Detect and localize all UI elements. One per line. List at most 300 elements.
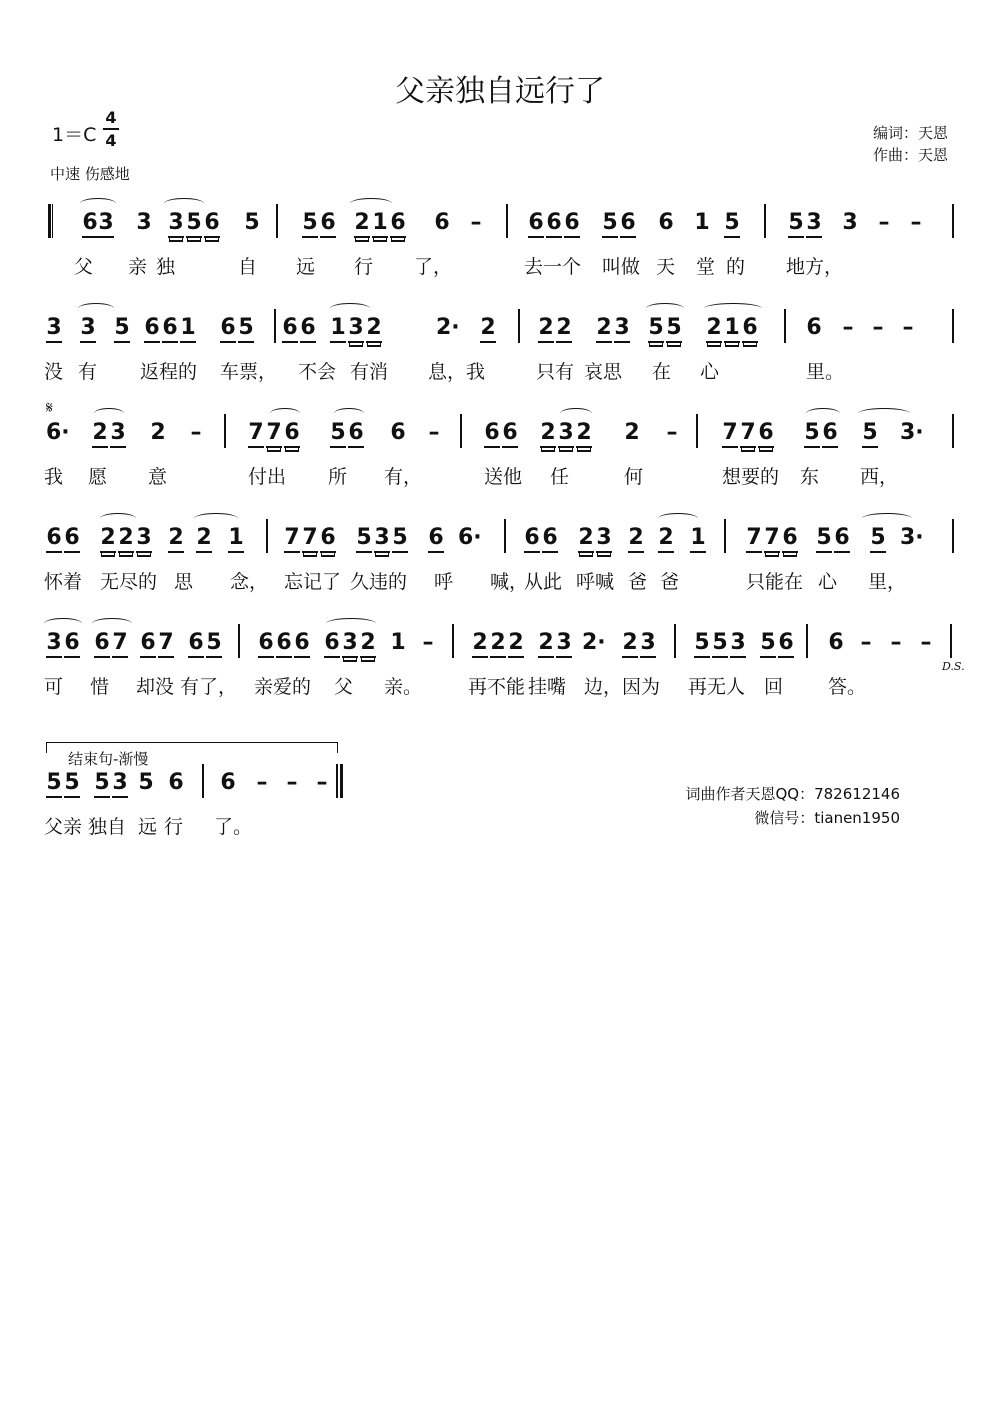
lyric-word: 我	[44, 466, 64, 488]
note-row	[44, 402, 958, 462]
note: 2	[150, 420, 166, 445]
note: 3	[596, 525, 612, 553]
note: 5	[46, 770, 62, 798]
lyric-word: 久违的	[350, 571, 408, 593]
note: 6	[220, 315, 236, 343]
note: 6·	[46, 420, 70, 445]
barline	[764, 204, 766, 238]
note: 6	[282, 315, 298, 343]
lyric-word: 远	[138, 816, 158, 838]
note: 5	[64, 770, 80, 798]
barline	[952, 204, 954, 238]
note: 6	[390, 420, 406, 445]
note: 6	[204, 210, 220, 238]
slur-mark	[44, 618, 82, 629]
note: 2	[624, 420, 640, 445]
note: –	[842, 315, 854, 340]
note: 3	[136, 525, 152, 553]
lyric-word: 没	[44, 361, 64, 383]
note: 6	[320, 210, 336, 238]
note-row	[44, 297, 958, 357]
note: –	[860, 630, 872, 655]
note: 6	[834, 525, 850, 553]
note: 6·	[458, 525, 482, 550]
note-row	[44, 507, 958, 567]
note: 6	[140, 630, 156, 658]
note: 3	[558, 420, 574, 448]
note: 3·	[900, 420, 924, 445]
note: 1	[690, 525, 706, 553]
note: 5	[244, 210, 260, 235]
lyric-word: 父	[74, 256, 94, 278]
note: 5	[870, 525, 886, 553]
lyric-row	[44, 672, 958, 702]
note: 6	[620, 210, 636, 238]
ending-label: 结束句-渐慢	[68, 750, 149, 768]
note: 2·	[436, 315, 460, 340]
note: 2·	[582, 630, 606, 655]
lyric-word: 亲	[128, 256, 148, 278]
slur-mark	[100, 513, 136, 524]
lyric-word: 西，	[860, 466, 899, 488]
note: 5	[186, 210, 202, 238]
note: 2	[556, 315, 572, 343]
slur-mark	[194, 513, 238, 524]
lyric-word: 天	[656, 256, 676, 278]
note: 5	[238, 315, 254, 343]
note: 6	[502, 420, 518, 448]
lyric-word: 却没	[136, 676, 175, 698]
lyric-word: 所	[328, 466, 348, 488]
lyric-word: 地方，	[786, 256, 844, 278]
barline	[336, 764, 338, 798]
lyric-word: 东	[800, 466, 820, 488]
note: –	[872, 315, 884, 340]
barline	[266, 519, 268, 553]
note: 1	[390, 630, 406, 655]
note: 6	[294, 630, 310, 658]
lyric-word: 念，	[230, 571, 269, 593]
note: 2	[360, 630, 376, 658]
note: 2	[168, 525, 184, 553]
note: 5	[392, 525, 408, 553]
note: –	[316, 770, 328, 795]
lyric-word: 惜	[90, 676, 110, 698]
note: 3	[842, 210, 858, 235]
lyric-row	[44, 252, 958, 282]
note: 6	[528, 210, 544, 238]
note: 3	[342, 630, 358, 658]
score-line-5	[44, 612, 958, 722]
barline	[224, 414, 226, 448]
note: 1	[228, 525, 244, 553]
lyric-row	[44, 567, 958, 597]
note: 6	[434, 210, 450, 235]
note: 6	[564, 210, 580, 238]
note: 7	[722, 420, 738, 448]
barline	[506, 204, 508, 238]
note: 3	[730, 630, 746, 658]
barline	[952, 414, 954, 448]
slur-mark	[862, 513, 912, 524]
note: 3	[556, 630, 572, 658]
note: 1	[180, 315, 196, 343]
lyric-word: 有	[78, 361, 98, 383]
lyric-word: 无尽的	[100, 571, 158, 593]
lyric-word: 想要的	[722, 466, 780, 488]
lyric-word: 只能在	[746, 571, 804, 593]
note: 5	[114, 315, 130, 343]
lyric-word: 的	[726, 256, 746, 278]
barline	[952, 309, 954, 343]
lyric-word: 行	[164, 816, 184, 838]
barline	[238, 624, 240, 658]
note: 6	[822, 420, 838, 448]
lyric-word: 哀思	[584, 361, 623, 383]
time-signature-bar	[103, 128, 119, 130]
barline	[518, 309, 520, 343]
note: 7	[746, 525, 762, 553]
note: 6	[524, 525, 540, 553]
note: 5	[666, 315, 682, 343]
note: 2	[92, 420, 108, 448]
note: –	[666, 420, 678, 445]
note: 7	[302, 525, 318, 553]
score-line-4	[44, 507, 958, 617]
slur-mark	[560, 408, 592, 419]
note: 5	[138, 770, 154, 795]
note: 5	[94, 770, 110, 798]
key-signature: 1＝C	[52, 124, 97, 146]
note: –	[890, 630, 902, 655]
lyric-word: 再无人	[688, 676, 746, 698]
slur-mark	[646, 303, 684, 314]
barline	[696, 414, 698, 448]
note: 1	[330, 315, 346, 343]
slur-mark	[330, 303, 370, 314]
note: 6	[82, 210, 98, 238]
lyric-word: 车票，	[220, 361, 278, 383]
note: 5	[206, 630, 222, 658]
barline	[340, 764, 343, 798]
note: 6	[258, 630, 274, 658]
note: 2	[480, 315, 496, 343]
note: 2	[706, 315, 722, 343]
note: 6	[284, 420, 300, 448]
note: 6	[220, 770, 236, 795]
lyric-word: 独自	[88, 816, 127, 838]
lyric-word: 远	[296, 256, 316, 278]
barline	[276, 204, 278, 238]
note: 6	[428, 525, 444, 553]
lyric-word: 叫做	[602, 256, 641, 278]
lyric-word: 再不能	[468, 676, 526, 698]
note: 3	[614, 315, 630, 343]
note: 3	[640, 630, 656, 658]
barline	[460, 414, 462, 448]
score-line-6	[44, 752, 958, 862]
note: –	[190, 420, 202, 445]
lyric-word: 了，	[414, 256, 453, 278]
lyric-word: 息，我	[428, 361, 486, 383]
note: –	[910, 210, 922, 235]
note: 1	[694, 210, 710, 235]
lyric-word: 有了，	[180, 676, 238, 698]
note: 2	[472, 630, 488, 658]
barline	[452, 624, 454, 658]
note: 5	[724, 210, 740, 238]
note: 6	[144, 315, 160, 343]
note: 2	[354, 210, 370, 238]
note: 2	[628, 525, 644, 553]
note: 3	[806, 210, 822, 238]
note: –	[286, 770, 298, 795]
lyric-word: 回	[764, 676, 784, 698]
note: 6	[168, 770, 184, 795]
note: 3	[80, 315, 96, 343]
lyric-word: 行	[354, 256, 374, 278]
lyric-word: 自	[238, 256, 258, 278]
note: 6	[324, 630, 340, 658]
lyric-word: 有，	[384, 466, 423, 488]
note: 3·	[900, 525, 924, 550]
note: 6	[758, 420, 774, 448]
note: 7	[266, 420, 282, 448]
note: 3	[168, 210, 184, 238]
note: 3	[46, 630, 62, 658]
note: 7	[112, 630, 128, 658]
barline	[504, 519, 506, 553]
lyric-row	[44, 357, 958, 387]
credits	[873, 122, 948, 166]
lyric-word: 爸	[628, 571, 648, 593]
note: 3	[98, 210, 114, 238]
note: –	[902, 315, 914, 340]
slur-mark	[78, 303, 114, 314]
note: 6	[546, 210, 562, 238]
note: 2	[596, 315, 612, 343]
repeat-start-barline	[48, 204, 51, 238]
note: 7	[158, 630, 174, 658]
note: 5	[302, 210, 318, 238]
time-signature-bottom: 4	[105, 131, 117, 150]
lyric-word: 不会	[298, 361, 337, 383]
note: 1	[372, 210, 388, 238]
lyric-word: 里。	[806, 361, 845, 383]
lyric-word: 怀着	[44, 571, 83, 593]
lyric-word: 了。	[214, 816, 253, 838]
note: 5	[816, 525, 832, 553]
lyric-word: 返程的	[140, 361, 198, 383]
note: 2	[540, 420, 556, 448]
barline	[950, 624, 952, 658]
lyric-word: 亲。	[384, 676, 423, 698]
note: 3	[374, 525, 390, 553]
score-line-2	[44, 297, 958, 407]
note: 2	[100, 525, 116, 553]
lyric-word: 思	[174, 571, 194, 593]
lyric-word: 可	[44, 676, 64, 698]
note: –	[422, 630, 434, 655]
note: 5	[804, 420, 820, 448]
note: 5	[356, 525, 372, 553]
note: 2	[658, 525, 674, 553]
note: 2	[538, 630, 554, 658]
ds-mark: D.S.	[942, 660, 965, 673]
note: 5	[694, 630, 710, 658]
lyric-word: 去一个	[524, 256, 582, 278]
note: 7	[284, 525, 300, 553]
tempo-marking: 中速 伤感地	[50, 165, 130, 183]
lyric-word: 付出	[248, 466, 287, 488]
note: 3	[112, 770, 128, 798]
barline	[674, 624, 676, 658]
composer-credit: 作曲：天恩	[872, 146, 948, 164]
note: 5	[330, 420, 346, 448]
slur-mark	[704, 303, 762, 314]
contact-qq: 词曲作者天恩QQ：782612146	[685, 785, 900, 803]
repeat-start-barline	[52, 204, 53, 238]
lyric-word: 亲爱的	[254, 676, 312, 698]
time-signature-top: 4	[105, 108, 117, 127]
note: 2	[118, 525, 134, 553]
slur-mark	[806, 408, 840, 419]
note: –	[470, 210, 482, 235]
barline	[274, 309, 276, 343]
lyric-word: 里，	[868, 571, 907, 593]
note: 6	[276, 630, 292, 658]
note: 6	[390, 210, 406, 238]
note: 3	[46, 315, 62, 343]
barline	[952, 519, 954, 553]
note: 6	[162, 315, 178, 343]
slur-mark	[334, 408, 364, 419]
score-line-3	[44, 402, 958, 512]
note: 6	[782, 525, 798, 553]
slur-mark	[80, 198, 116, 209]
slur-mark	[326, 618, 376, 629]
note: 3	[110, 420, 126, 448]
note: 2	[622, 630, 638, 658]
lyric-word: 爸	[660, 571, 680, 593]
barline	[202, 764, 204, 798]
segno-icon: 𝄋	[46, 398, 53, 417]
note: 6	[348, 420, 364, 448]
note: 7	[764, 525, 780, 553]
lyric-word: 在	[652, 361, 672, 383]
note: 2	[196, 525, 212, 553]
note: 2	[490, 630, 506, 658]
slur-mark	[658, 513, 698, 524]
note: 7	[740, 420, 756, 448]
note: 6	[46, 525, 62, 553]
lyric-word: 何	[624, 466, 644, 488]
note: 6	[484, 420, 500, 448]
score-line-1	[44, 192, 958, 302]
note: –	[428, 420, 440, 445]
note: 2	[366, 315, 382, 343]
lyric-word: 独	[156, 256, 176, 278]
note: 6	[658, 210, 674, 235]
note: 6	[188, 630, 204, 658]
barline	[806, 624, 808, 658]
note-row	[44, 192, 958, 252]
note: 6	[806, 315, 822, 340]
lyric-word: 从此	[524, 571, 563, 593]
lyric-word: 任	[550, 466, 570, 488]
lyric-word: 有消	[350, 361, 389, 383]
lyric-row	[44, 462, 958, 492]
note: 6	[542, 525, 558, 553]
note: 6	[778, 630, 794, 658]
lyric-word: 呼	[434, 571, 454, 593]
note: 5	[788, 210, 804, 238]
note: 6	[64, 525, 80, 553]
lyric-word: 呼喊	[576, 571, 615, 593]
note-row	[44, 612, 958, 672]
lyric-word: 只有	[536, 361, 575, 383]
note: 5	[602, 210, 618, 238]
note: 5	[712, 630, 728, 658]
note: 5	[648, 315, 664, 343]
note: 5	[862, 420, 878, 448]
lyric-word: 边，因为	[584, 676, 661, 698]
lyric-word: 心	[818, 571, 838, 593]
note: –	[878, 210, 890, 235]
note: 6	[742, 315, 758, 343]
lyric-word: 忘记了	[284, 571, 342, 593]
song-title: 父亲独自远行了	[395, 74, 605, 109]
lyric-word: 意	[148, 466, 168, 488]
slur-mark	[350, 198, 392, 209]
lyricist-credit: 编词：天恩	[872, 124, 948, 142]
barline	[784, 309, 786, 343]
note: 1	[724, 315, 740, 343]
lyric-word: 挂嘴	[528, 676, 567, 698]
note: 2	[508, 630, 524, 658]
note: 2	[538, 315, 554, 343]
lyric-row	[44, 812, 958, 842]
lyric-word: 心	[700, 361, 720, 383]
note: 2	[578, 525, 594, 553]
note-row	[44, 752, 958, 812]
lyric-word: 答。	[828, 676, 867, 698]
note: 6	[320, 525, 336, 553]
lyric-word: 送他	[484, 466, 523, 488]
slur-mark	[92, 618, 132, 629]
note: 6	[300, 315, 316, 343]
slur-mark	[270, 408, 300, 419]
note: 6	[828, 630, 844, 655]
slur-mark	[858, 408, 910, 419]
lyric-word: 堂	[696, 256, 716, 278]
barline	[724, 519, 726, 553]
lyric-word: 父	[334, 676, 354, 698]
note: 2	[576, 420, 592, 448]
contact-wechat: 微信号：tianen1950	[754, 809, 900, 827]
lyric-word: 喊，	[490, 571, 529, 593]
time-signature	[103, 108, 119, 150]
note: 5	[760, 630, 776, 658]
lyric-word: 父亲	[44, 816, 83, 838]
note: 6	[94, 630, 110, 658]
slur-mark	[164, 198, 204, 209]
slur-mark	[94, 408, 124, 419]
note: 7	[248, 420, 264, 448]
note: 6	[64, 630, 80, 658]
note: –	[920, 630, 932, 655]
note: 3	[348, 315, 364, 343]
